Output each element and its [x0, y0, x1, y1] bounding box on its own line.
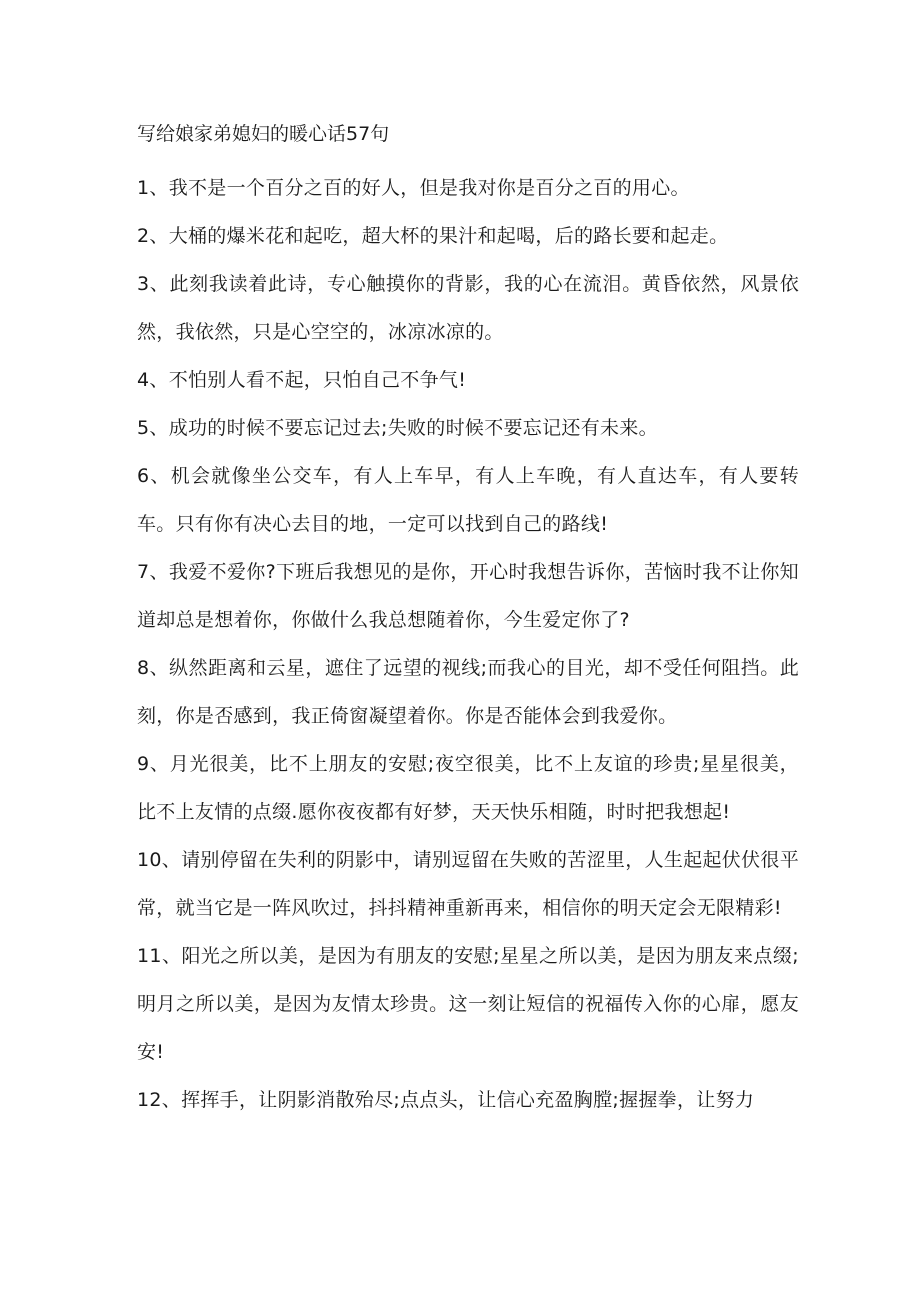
list-item: 1、我不是一个百分之百的好人，但是我对你是百分之百的用心。: [137, 177, 690, 199]
document-title: 写给娘家弟媳妇的暖心话57句: [137, 123, 390, 145]
list-item: 2、大桶的爆米花和起吃，超大杯的果汁和起喝，后的路长要和起走。: [137, 225, 729, 247]
list-item: 5、成功的时候不要忘记过去;失败的时候不要忘记还有未来。: [137, 417, 658, 439]
list-item: 3、此刻我读着此诗，专心触摸你的背影，我的心在流泪。黄昏依然，风景依然，我依然，只是心空空的，冰凉冰凉的。: [137, 273, 799, 343]
list-item: 10、请别停留在失利的阴影中，请别逗留在失败的苦涩里，人生起起伏伏很平常，就当它是一阵风吹过，抖抖精神重新再来，相信你的明天定会无限精彩!: [137, 849, 799, 919]
list-item: 12、挥挥手，让阴影消散殆尽;点点头，让信心充盈胸膛;握握拳，让努力: [137, 1089, 755, 1111]
list-item: 4、不怕别人看不起，只怕自己不争气!: [137, 369, 467, 391]
list-item: 7、我爱不爱你?下班后我想见的是你，开心时我想告诉你，苦恼时我不让你知道却总是想着你，你做什么我总想随着你，今生爱定你了?: [137, 561, 799, 631]
list-item: 9、月光很美，比不上朋友的安慰;夜空很美，比不上友谊的珍贵;星星很美，比不上友情的点缀.愿你夜夜都有好梦，天天快乐相随，时时把我想起!: [137, 753, 799, 823]
list-item: 6、机会就像坐公交车，有人上车早，有人上车晚，有人直达车，有人要转车。只有你有决心去目的地，一定可以找到自己的路线!: [137, 465, 799, 535]
document-page: [137, 118, 799, 1124]
list-item: 11、阳光之所以美，是因为有朋友的安慰;星星之所以美，是因为朋友来点缀;明月之所以美，是因为友情太珍贵。这一刻让短信的祝福传入你的心扉，愿友安!: [137, 945, 799, 1063]
list-item: 8、纵然距离和云星，遮住了远望的视线;而我心的目光，却不受任何阻挡。此刻，你是否感到，我正倚窗凝望着你。你是否能体会到我爱你。: [137, 657, 799, 727]
